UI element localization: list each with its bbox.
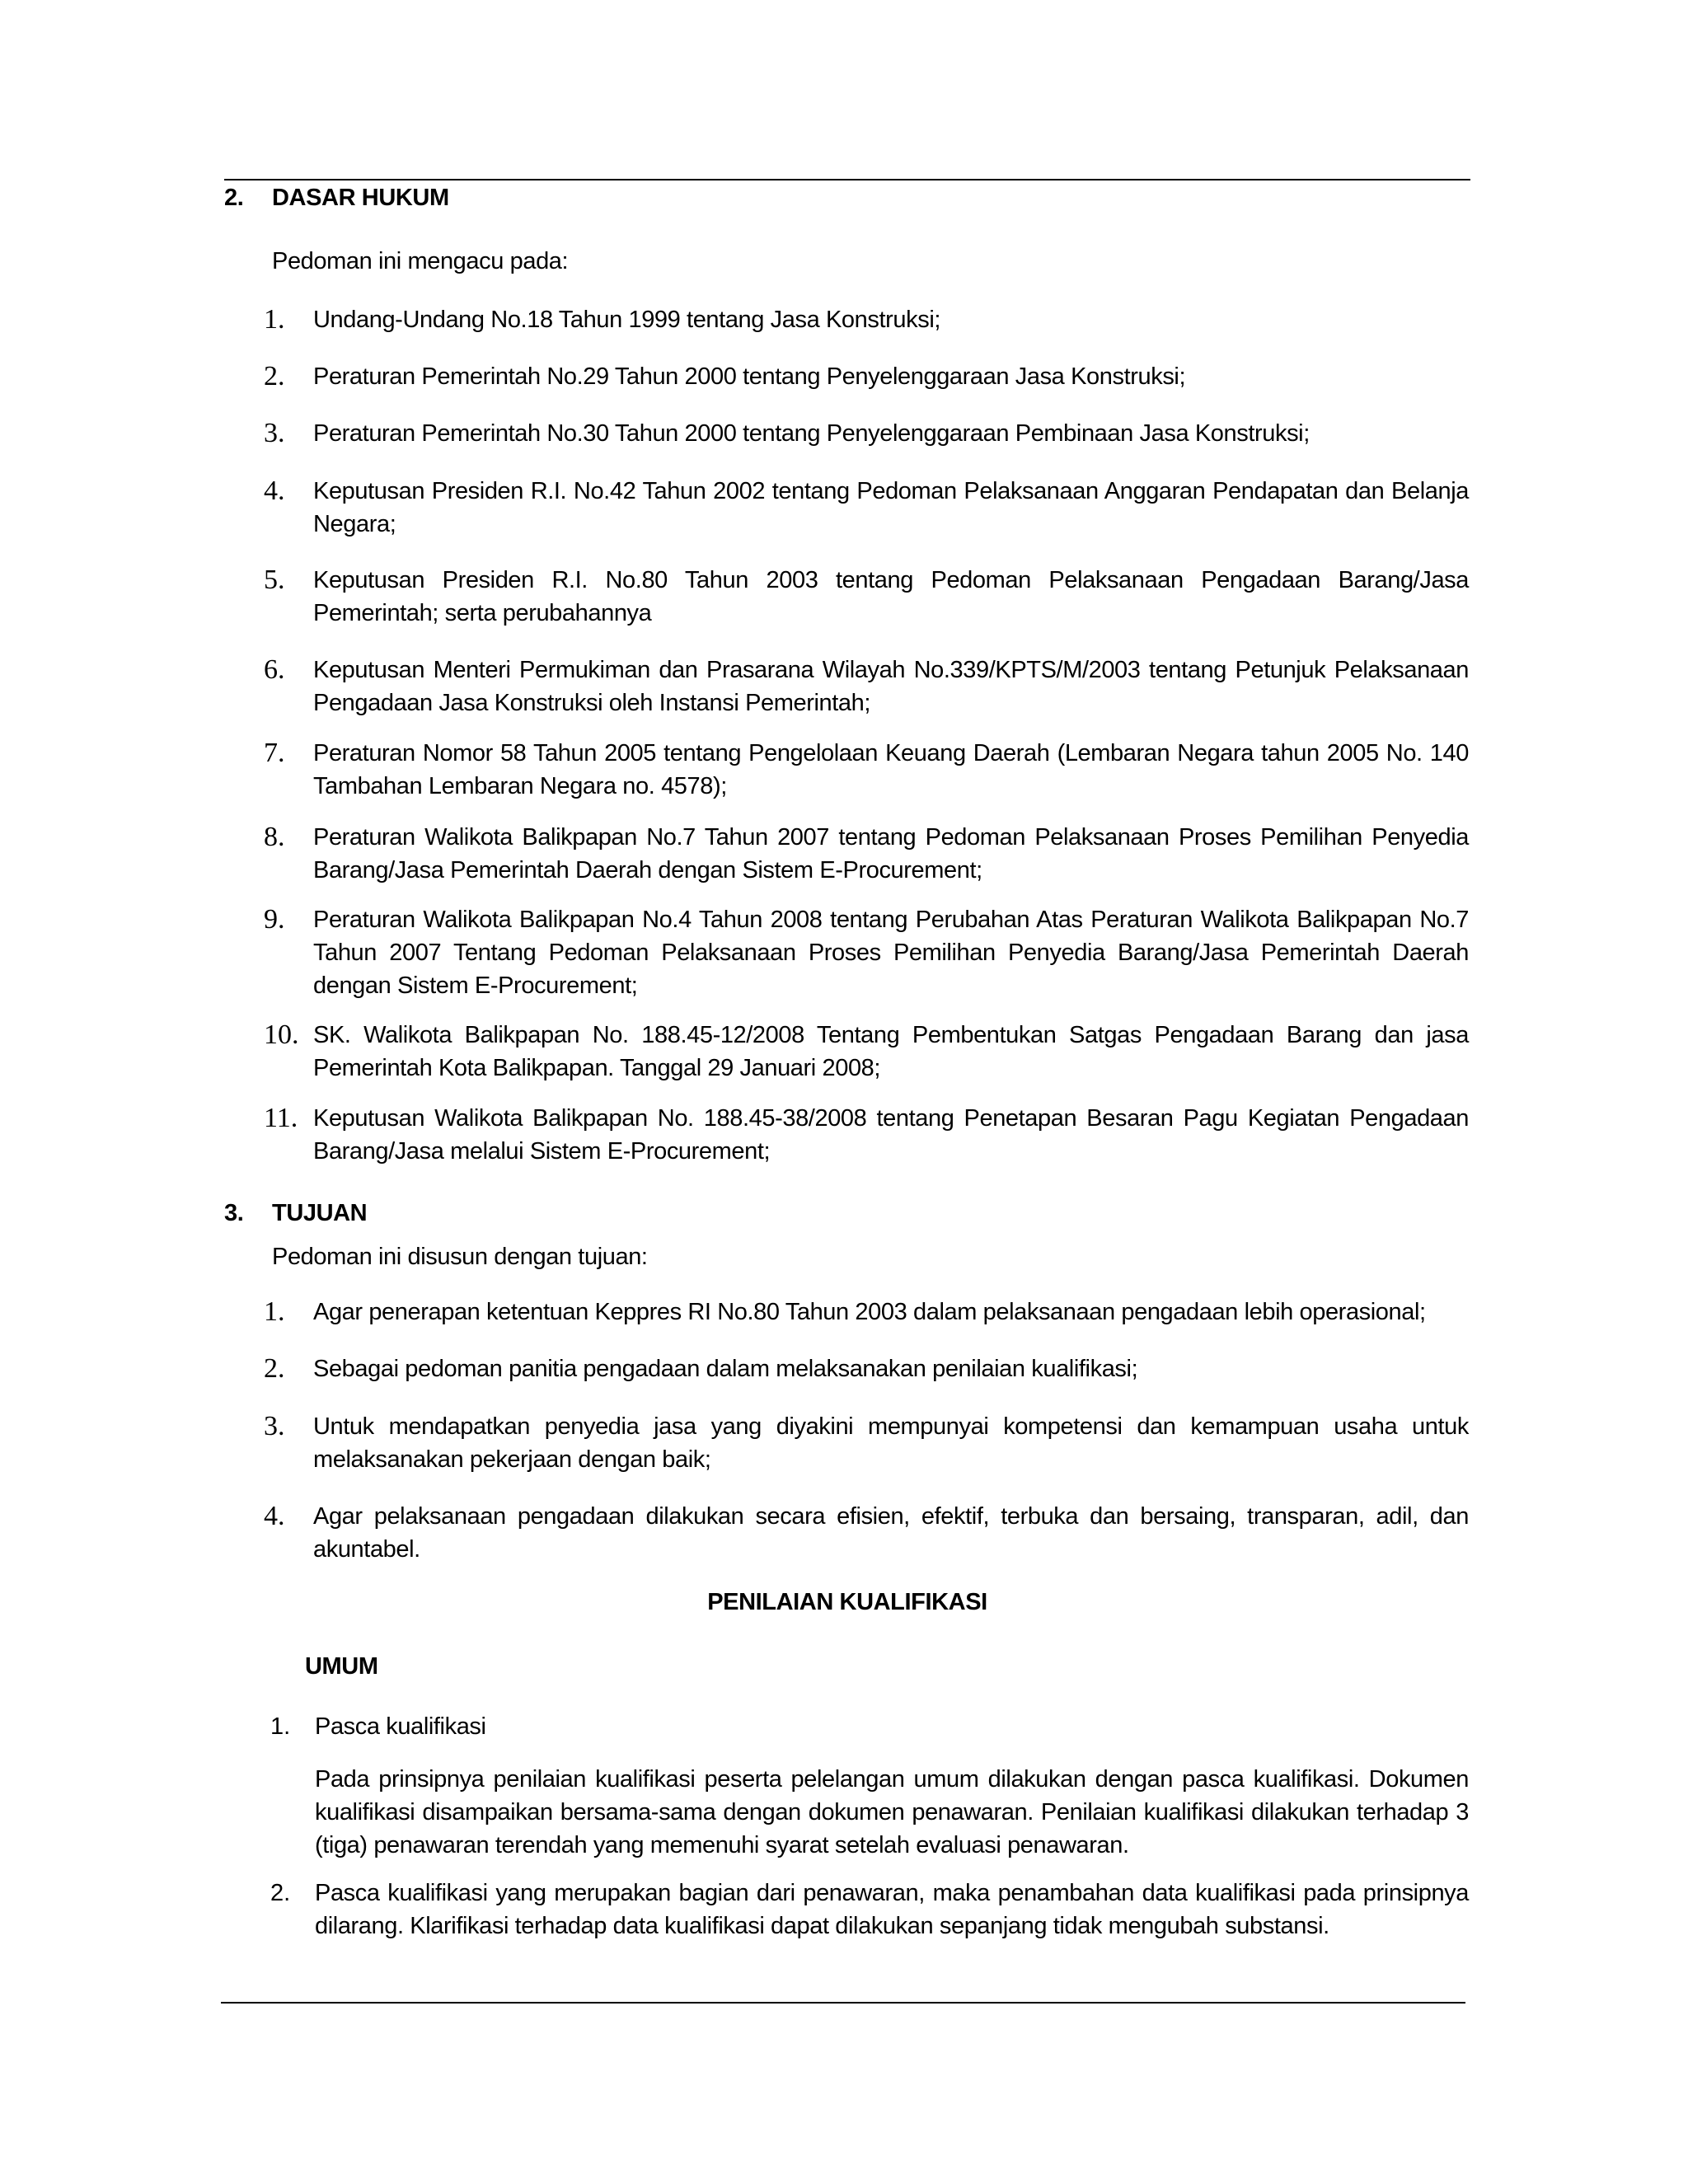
list-item-text: Undang-Undang No.18 Tahun 1999 tentang Jasa Konstruksi; [313,307,941,333]
list-item [264,360,1469,393]
list-item-number: 7. [264,738,285,768]
list-item [264,737,1469,803]
list-item-text: SK. Walikota Balikpapan No. 188.45-12/2008 Tentang Pembentukan Satgas Pengadaan Barang dan jasa Pemerintah Kota Balikpapan. Tanggal 29 Januari 2008; [313,1022,1469,1081]
list-item-number: 10. [264,1019,299,1050]
section-intro: Pedoman ini mengacu pada: [272,248,569,274]
list-item [264,1352,1469,1385]
list-item-text: Pasca kualifikasi yang merupakan bagian dari penawaran, maka penambahan data kualifikasi pada prinsipnya dilarang. Klarifikasi terhadap data kualifikasi dapat dilakukan sepanjang tidak mengubah substansi. [315,1880,1469,1939]
list-item-number: 2. [264,361,285,391]
list-item-text: Keputusan Walikota Balikpapan No. 188.45-38/2008 tentang Penetapan Besaran Pagu Kegiatan Pengadaan Barang/Jasa melalui Sistem E-Procurement; [313,1105,1469,1165]
list-item-number: 1. [270,1713,291,1740]
list-item-number: 1. [264,304,285,335]
section-title: TUJUAN [272,1200,368,1226]
list-item-number: 5. [264,565,285,595]
list-item [264,1500,1469,1566]
list-item [264,303,1469,336]
list-item [264,1410,1469,1476]
pasca-kualifikasi-paragraph: Pada prinsipnya penilaian kualifikasi peserta pelelangan umum dilakukan dengan pasca kualifikasi. Dokumen kualifikasi disampaikan bersama-sama dengan dokumen penawaran. Penilaian kualifikasi dilakukan terhadap 3 (tiga) penawaran terendah yang memenuhi syarat setelah evaluasi penawaran. [315,1766,1469,1858]
list-item-number: 4. [264,476,285,506]
penilaian-kualifikasi-heading: PENILAIAN KUALIFIKASI [707,1589,987,1615]
list-item [264,417,1469,450]
bottom-divider [221,2002,1465,2004]
list-item-number: 3. [264,418,285,448]
list-item-text: Peraturan Walikota Balikpapan No.7 Tahun 2007 tentang Pedoman Pelaksanaan Proses Pemilihan Penyedia Barang/Jasa Pemerintah Daerah dengan Sistem E-Procurement; [313,824,1469,883]
list-item-number: 8. [264,822,285,852]
list-item-number: 3. [264,1411,285,1441]
list-item-number: 4. [264,1501,285,1531]
list-item-text: Peraturan Walikota Balikpapan No.4 Tahun 2008 tentang Perubahan Atas Peraturan Walikota Balikpapan No.7 Tahun 2007 Tentang Pedoman Pelaksanaan Proses Pemilihan Penyedia Barang/Jasa Pemerintah Daerah dengan Sistem E-Procurement; [313,907,1469,999]
list-item-text: Agar pelaksanaan pengadaan dilakukan secara efisien, efektif, terbuka dan bersaing, transparan, adil, dan akuntabel. [313,1503,1469,1563]
list-item-text: Keputusan Presiden R.I. No.80 Tahun 2003 tentang Pedoman Pelaksanaan Pengadaan Barang/Jasa Pemerintah; serta perubahannya [313,567,1469,626]
list-item-number: 2. [264,1353,285,1384]
list-item-number: 2. [270,1880,291,1906]
list-item-text: Peraturan Nomor 58 Tahun 2005 tentang Pengelolaan Keuang Daerah (Lembaran Negara tahun 2005 No. 140 Tambahan Lembaran Negara no. 4578); [313,740,1469,799]
list-item-text: Pasca kualifikasi [315,1713,486,1740]
list-item-text: Sebagai pedoman panitia pengadaan dalam melaksanakan penilaian kualifikasi; [313,1356,1138,1382]
list-item-text: Peraturan Pemerintah No.30 Tahun 2000 tentang Penyelenggaraan Pembinaan Jasa Konstruksi; [313,420,1310,447]
section-number: 2. [224,185,244,211]
top-divider [224,179,1470,180]
list-item-number: 1. [264,1296,285,1327]
section-title: DASAR HUKUM [272,185,449,211]
section-intro: Pedoman ini disusun dengan tujuan: [272,1244,648,1270]
umum-heading: UMUM [305,1653,378,1680]
list-item-number: 9. [264,904,285,935]
list-item-number: 6. [264,654,285,685]
section-number: 3. [224,1200,244,1226]
list-item-text: Keputusan Presiden R.I. No.42 Tahun 2002 tentang Pedoman Pelaksanaan Anggaran Pendapatan dan Belanja Negara; [313,478,1469,537]
list-item [264,1296,1469,1329]
umum-list-item [270,1877,1469,1943]
list-item-text: Keputusan Menteri Permukiman dan Prasarana Wilayah No.339/KPTS/M/2003 tentang Petunjuk Pelaksanaan Pengadaan Jasa Konstruksi oleh Instansi Pemerintah; [313,657,1469,716]
list-item [264,821,1469,887]
list-item [264,903,1469,1002]
list-item-number: 11. [264,1103,298,1133]
list-item-text: Untuk mendapatkan penyedia jasa yang diyakini mempunyai kompetensi dan kemampuan usaha untuk melaksanakan pekerjaan dengan baik; [313,1413,1469,1473]
section-heading-tujuan [224,1197,367,1230]
list-item [264,1102,1469,1168]
section-heading-dasar-hukum [224,181,449,214]
list-item [264,475,1469,541]
list-item [264,564,1469,630]
list-item-text: Agar penerapan ketentuan Keppres RI No.80 Tahun 2003 dalam pelaksanaan pengadaan lebih operasional; [313,1299,1426,1325]
list-item-text: Peraturan Pemerintah No.29 Tahun 2000 tentang Penyelenggaraan Jasa Konstruksi; [313,363,1186,390]
list-item [264,654,1469,719]
umum-list-item [270,1710,1469,1743]
list-item [264,1019,1469,1085]
